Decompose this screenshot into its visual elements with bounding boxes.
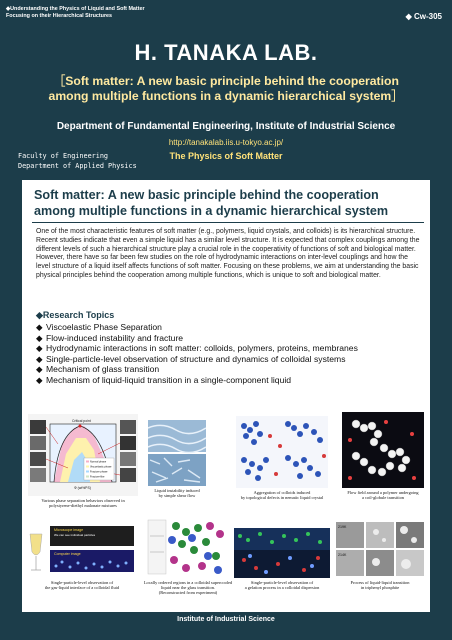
- figure-phase-separation: [28, 414, 138, 496]
- poster-subtitle: [20, 74, 432, 104]
- research-topics-list: [36, 322, 420, 386]
- gas-liquid-images: [26, 520, 138, 578]
- diamond-bullet-icon: ◆: [36, 364, 43, 375]
- computer-image-label: Computer image: [54, 552, 81, 556]
- figure-supercooled-liquid: [146, 516, 228, 578]
- section-title-line-2: among multiple functions in a dynamic hierarchical system: [34, 203, 389, 218]
- figure-liquid-liquid-transition: [336, 520, 424, 578]
- diamond-bullet-icon: ◆: [36, 332, 43, 343]
- topic-item: [36, 322, 420, 333]
- department: Department of Fundamental Engineering, Institute of Industrial Science: [56, 121, 396, 132]
- topic-item: [36, 354, 420, 365]
- figure-shear-flow: [148, 420, 206, 486]
- topic-item: [36, 343, 420, 354]
- caption-fig7: [230, 580, 334, 590]
- caption-fig6-line-3: (Reconstructed from experiment): [158, 590, 218, 596]
- caption-fig3: [228, 490, 336, 500]
- tagline-line-2: Focusing on their Hierarchical Structures: [6, 13, 113, 19]
- caption-fig2: [140, 488, 214, 498]
- topic-label: Viscoelastic Phase Separation: [46, 322, 162, 332]
- faculty-line-2: Department of Applied Physics: [18, 161, 137, 170]
- caption-fig2-line-2: by simple shear flow: [158, 493, 196, 499]
- diamond-bullet-icon: ◆: [36, 322, 43, 332]
- topic-item: [36, 333, 420, 344]
- caption-fig1-line-2: polystyrene-diethyl malonate mixtures: [49, 503, 117, 509]
- figure-gelation: [234, 528, 330, 578]
- poster-header: [0, 0, 452, 180]
- topic-item: [36, 364, 420, 375]
- legend-fracture: Fracture phase: [90, 470, 108, 474]
- tagline: [6, 6, 145, 20]
- caption-fig1-line-1: Various phase separation behaviors observed in: [41, 498, 125, 503]
- microscope-label: Microscope image: [54, 528, 84, 532]
- legend-normal: Normal phase: [90, 460, 107, 464]
- caption-fig6-line-2: liquid near the glass transition.: [160, 585, 216, 591]
- figure-polymer-flow: [342, 412, 424, 488]
- content-panel: [22, 180, 430, 612]
- caption-fig5-line-1: Single-particle-level observation of: [50, 580, 114, 585]
- caption-fig7-line-1: Single-particle-level observation of: [250, 580, 314, 585]
- caption-fig4-line-1: Flow field around a polymer undergoing: [347, 490, 419, 495]
- caption-fig5-line-2: the gas-liquid interface of a colloidal fluid: [44, 585, 120, 591]
- critical-point-label: Critical point: [72, 419, 91, 423]
- diamond-bullet-icon: ◆: [36, 353, 43, 364]
- research-topics-heading: ◆Research Topics: [36, 310, 115, 320]
- poster-code: ◆ Cw-305: [405, 12, 442, 21]
- caption-fig4-line-2: a coil-globule transition: [362, 495, 404, 501]
- supercooled-liquid-graphic: [146, 516, 228, 578]
- section-body: One of the most characteristic features of soft matter (e.g., polymers, liquid crystals, and colloids) is its hierarchical structure. Recent studies indicate that even a simple liquid has a similar level structure. It is expected that complex couplings among the different levels of such a hierarchical structure play a crucial role in the cooperativity of functions of soft and biological matter. However, there have so far been few studies on the role of hydrodynamic interactions on inter-level couplings and how the level structure of a liquid itself affects functions of soft matter. Focusing on these problems, we aim at understanding the basic physical principles behind the cooperation among multiple functions, which is unique to soft and biological matter.: [36, 228, 420, 279]
- research-area: The Physics of Soft Matter: [169, 151, 283, 161]
- x-axis-label: Φ (wt%PS): [74, 486, 91, 490]
- phase-diagram-graphic: [28, 414, 138, 496]
- topic-item: [36, 375, 420, 386]
- caption-fig1: [26, 498, 140, 508]
- faculty-line-1: Faculty of Engineering: [18, 152, 109, 160]
- tagline-line-1: ◆Understanding the Physics of Liquid and Soft Matter: [6, 6, 145, 12]
- figure-gas-liquid-interface: [26, 520, 138, 578]
- topic-label: Hydrodynamic interactions in soft matter: colloids, polymers, proteins, membranes: [46, 343, 358, 354]
- diamond-bullet-icon: ◆: [36, 374, 43, 385]
- microscope-sublabel: We can see individual particles: [54, 533, 96, 537]
- topic-label: Mechanism of glass transition: [46, 364, 160, 375]
- caption-fig8-line-1: Process of liquid-liquid transition: [350, 580, 410, 585]
- legend-fracture-like: Fracture-like: [90, 475, 105, 479]
- temperature-label-219: 219K: [338, 525, 347, 529]
- caption-fig5: [24, 580, 140, 590]
- lab-name: H. TANAKA LAB.: [134, 40, 318, 65]
- legend-viscoelastic: Viscoelastic phase: [90, 465, 112, 469]
- subtitle-line-2: among multiple functions in a dynamic hierarchical system］: [48, 89, 404, 103]
- colloid-aggregation-images: [236, 416, 328, 488]
- topic-label: Flow-induced instability and fracture: [46, 332, 184, 343]
- polymer-flow-graphic: [342, 412, 424, 488]
- caption-fig4: [340, 490, 426, 500]
- caption-fig6-line-1: Locally ordered regions in a colloidal supercooled: [143, 580, 233, 585]
- caption-fig6: [140, 580, 236, 596]
- diamond-bullet-icon: ◆: [36, 343, 43, 354]
- shear-flow-images: [148, 420, 206, 486]
- caption-fig7-line-2: a gelation process in a colloidal dispersion: [244, 585, 320, 591]
- caption-fig3-line-2: by topological defects in nematic liquid crystal: [240, 495, 324, 501]
- gelation-graphic: [234, 528, 330, 578]
- topic-label: Single-particle-level observation of structure and dynamics of colloidal systems: [46, 353, 346, 364]
- caption-fig8-line-2: in triphenyl phosphite: [360, 585, 400, 591]
- liquid-liquid-images: [336, 520, 424, 578]
- subtitle-line-1: ［Soft matter: A new basic principle behind the cooperation: [53, 74, 399, 88]
- caption-fig2-line-1: Liquid instability induced: [154, 488, 200, 493]
- footer-institute: Institute of Industrial Science: [177, 616, 275, 623]
- topic-label: Mechanism of liquid-liquid transition in a single-component liquid: [46, 374, 292, 385]
- section-title: [34, 188, 422, 219]
- figure-colloid-aggregation: [236, 416, 328, 488]
- title-divider: [32, 222, 424, 223]
- temperature-label-214: 214K: [338, 553, 347, 557]
- lab-url[interactable]: http://tanakalab.iis.u-tokyo.ac.jp/: [168, 138, 284, 147]
- section-title-line-1: Soft matter: A new basic principle behind the cooperation: [34, 188, 379, 202]
- caption-fig3-line-1: Aggregation of colloids induced: [253, 490, 311, 495]
- caption-fig8: [334, 580, 426, 590]
